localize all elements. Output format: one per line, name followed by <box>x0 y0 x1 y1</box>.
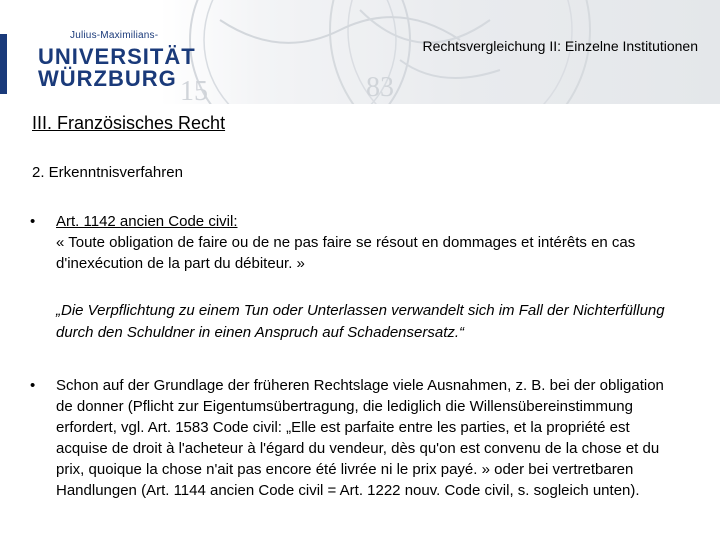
university-name-line2: WÜRZBURG <box>38 66 177 91</box>
bullet-icon: • <box>30 213 36 230</box>
bullet-body-2: Schon auf der Grundlage der früheren Rechtslage viele Ausnahmen, z. B. bei der obligation de donner (Pflicht zur Eigentumsübertragung, die lediglich die Willensübereinstimmung erfordert, vgl. Art. 1583 Code civil: „Elle est parfaite entre les parties, et la propriété est acquise de droit à l'acheteur à l'égard du vendeur, dès qu'on est convenu de la chose et du prix, quoique la chose n'ait pas encore été livrée ni le prix payé. » oder bei vertretbaren Handlungen (Art. 1144 ancien Code civil = Art. 1222 nouv. Code civil, s. sogleich unten). <box>56 377 664 499</box>
university-name-line1: UNIVERSITÄT <box>38 44 196 69</box>
bullet-body-1 <box>56 211 680 274</box>
quote-german-translation: „Die Verpflichtung zu einem Tun oder Unterlassen verwandelt sich im Fall der Nichterfüllung durch den Schuldner in einen Anspruch auf Schadensersatz.“ <box>56 302 665 341</box>
subheading: 2. Erkenntnisverfahren <box>32 164 183 181</box>
university-name-small: Julius-Maximilians- <box>70 30 159 41</box>
bullet-item-2 <box>30 375 680 501</box>
bullet-item-1 <box>30 211 680 274</box>
bullet1-quote-fr: « Toute obligation de faire ou de ne pas faire se résout en dommages et intérêts en cas d'inexécution de la part du débiteur. » <box>56 234 636 272</box>
header-banner <box>0 0 720 104</box>
article-label: Art. 1142 ancien Code civil: <box>56 213 238 230</box>
seal-digits-right: 83 <box>366 72 394 103</box>
section-heading: III. Französisches Recht <box>32 113 226 133</box>
seal-digits-left: 15 <box>180 76 208 104</box>
bullet-icon: • <box>30 377 36 394</box>
course-title: Rechtsvergleichung II: Einzelne Institutionen <box>422 38 698 54</box>
logo-accent-bar <box>0 34 7 94</box>
